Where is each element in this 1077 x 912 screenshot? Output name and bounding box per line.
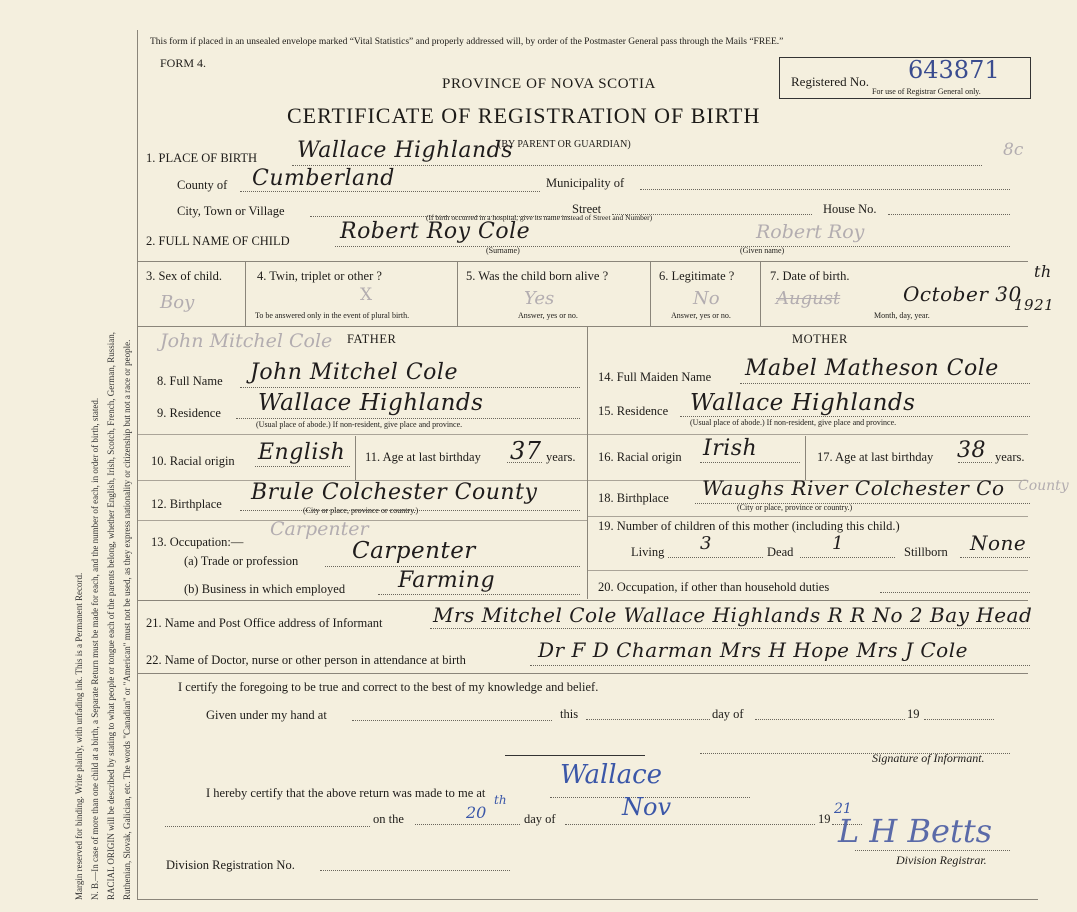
margin-note-binding: Margin reserved for binding. Write plainly, with unfading ink. This is a Permanent Record. [74, 572, 84, 900]
mother-name-value: Mabel Matheson Cole [745, 356, 999, 381]
mother-birthplace-faint: County [1018, 478, 1069, 494]
return-place-value: Wallace [560, 760, 663, 790]
left-border [137, 30, 138, 900]
trade-line [325, 566, 580, 567]
city-label: City, Town or Village [177, 204, 285, 218]
street-label: Street [572, 202, 602, 216]
month-line-2 [565, 824, 815, 825]
bottom-border [138, 899, 1038, 900]
stillborn-label: Stillborn [904, 545, 948, 559]
business-value: Farming [398, 568, 496, 593]
mother-residence-note: (Usual place of abode.) If non-resident, give place and province. [690, 418, 897, 427]
informant-line [430, 628, 1030, 629]
mother-occupation-line [880, 592, 1030, 593]
father-racial-label: 10. Racial origin [151, 454, 235, 468]
signature-of-informant: Signature of Informant. [872, 751, 985, 765]
mother-racial-label: 16. Racial origin [598, 450, 682, 464]
dead-line [800, 557, 895, 558]
dead-value: 1 [832, 533, 844, 554]
year-line [924, 719, 994, 720]
child-name-value: Robert Roy Cole [340, 219, 531, 244]
house-line [888, 214, 1010, 215]
informant-value: Mrs Mitchel Cole Wallace Highlands R R No 2 Bay Head [433, 603, 1033, 627]
registered-box [779, 57, 1031, 99]
certify-statement: I certify the foregoing to be true and correct to the best of my knowledge and belief. [178, 680, 599, 694]
father-residence-value: Wallace Highlands [258, 390, 484, 416]
surname-hint: (Surname) [486, 246, 520, 255]
trade-value: Carpenter [352, 538, 476, 564]
municipality-line [640, 189, 1010, 190]
living-label: Living [631, 545, 665, 559]
child-name-line [335, 246, 1010, 247]
informant-top-rule [138, 600, 1028, 601]
legitimate-label: 6. Legitimate ? [659, 269, 735, 283]
mother-rule-1 [588, 434, 1028, 435]
mother-racial-line [700, 462, 800, 463]
row3-divider-3 [650, 262, 651, 326]
registrar-signature: L H Betts [838, 812, 993, 850]
by-parent-note: (BY PARENT OR GUARDIAN) [498, 139, 631, 150]
registration-day-sup: th [494, 793, 507, 807]
legitimate-value: No [693, 288, 720, 309]
return-label: I hereby certify that the above return was made to me at [206, 786, 486, 800]
parents-divider [587, 327, 588, 599]
house-label: House No. [823, 202, 877, 216]
mother-birthplace-label: 18. Birthplace [598, 491, 669, 505]
day-of-label: day of [712, 707, 744, 721]
row3-divider-2 [457, 262, 458, 326]
father-faint-name: John Mitchel Cole [160, 330, 333, 352]
alive-note: Answer, yes or no. [518, 311, 578, 320]
this-line [586, 719, 710, 720]
given-under-label: Given under my hand at [206, 708, 327, 722]
father-racial-line [255, 466, 350, 467]
business-line [378, 594, 580, 595]
doctor-label: 22. Name of Doctor, nurse or other person in attendance at birth [146, 653, 466, 667]
this-label: this [560, 707, 579, 721]
father-name-label: 8. Full Name [157, 374, 223, 388]
registrar-line [855, 850, 1010, 851]
mother-name-label: 14. Full Maiden Name [598, 370, 712, 384]
date-of-birth-sup: th [1034, 262, 1052, 281]
dead-label: Dead [767, 545, 794, 559]
county-label: County of [177, 178, 228, 192]
mother-residence-value: Wallace Highlands [690, 390, 916, 416]
mother-heading: MOTHER [792, 332, 848, 346]
children-label: 19. Number of children of this mother (including this child.) [598, 519, 900, 533]
mother-age-label: 17. Age at last birthday [817, 450, 934, 464]
date-note: Month, day, year. [874, 311, 930, 320]
day-line [415, 824, 520, 825]
twin-label: 4. Twin, triplet or other ? [257, 269, 382, 283]
on-the-label: on the [373, 812, 404, 826]
father-birthplace-note: (City or place, province or country.) [303, 506, 419, 515]
mother-occupation-label: 20. Occupation, if other than household duties [598, 580, 830, 594]
twin-note: To be answered only in the event of plural birth. [255, 311, 410, 320]
father-age-label: 11. Age at last birthday [365, 450, 481, 464]
father-rule-1 [138, 434, 587, 435]
mother-birthplace-note: (City or place, province or country.) [737, 503, 853, 512]
row3-top-rule [138, 261, 1028, 262]
corner-mark: 8c [1003, 140, 1024, 160]
division-registration-line [320, 870, 510, 871]
father-residence-note: (Usual place of abode.) If non-resident, give place and province. [256, 420, 463, 429]
mother-age-value: 38 [957, 438, 986, 463]
father-age-divider [355, 436, 356, 480]
municipality-label: Municipality of [546, 176, 625, 190]
margin-note-racial-origin: RACIAL ORIGIN will be described by stating to what people or tongue each of the parents belong, whether English, Irish, Scotch, French, German, Russian, [106, 331, 116, 900]
alive-label: 5. Was the child born alive ? [466, 269, 609, 283]
mother-rule-3 [588, 516, 1028, 517]
mother-racial-value: Irish [703, 436, 758, 461]
business-label: (b) Business in which employed [184, 582, 346, 596]
father-birthplace-value: Brule Colchester County [251, 480, 538, 505]
month-line [755, 719, 905, 720]
date-of-birth-year: 1921 [1014, 296, 1055, 314]
place-of-birth-line [292, 165, 982, 166]
informant-signature-stub [505, 755, 645, 756]
father-years: years. [546, 450, 576, 464]
hospital-note: (If birth occurred in a hospital, give its name instead of Street and Number) [426, 213, 653, 222]
informant-label: 21. Name and Post Office address of Informant [146, 616, 383, 630]
alive-value: Yes [524, 288, 555, 309]
mother-age-divider [805, 436, 806, 480]
on-the-lead-line [165, 826, 370, 827]
registered-number: 643871 [908, 56, 1000, 84]
date-struck: August [776, 288, 841, 309]
sex-label: 3. Sex of child. [146, 269, 223, 283]
registered-label: Registered No. [791, 74, 869, 89]
father-occupation-faint: Carpenter [270, 518, 369, 540]
date-of-birth-value: October 30 [903, 282, 1022, 306]
living-value: 3 [700, 533, 712, 554]
mother-rule-4 [588, 570, 1028, 571]
child-name-faint: Robert Roy [756, 221, 865, 243]
sex-value: Boy [160, 292, 195, 313]
year-prefix: 19 [907, 707, 920, 721]
registration-year: 21 [834, 801, 852, 817]
mother-residence-label: 15. Residence [598, 404, 669, 418]
stillborn-line [960, 557, 1030, 558]
mother-name-line [740, 383, 1030, 384]
father-birthplace-label: 12. Birthplace [151, 497, 222, 511]
day-of-label-2: day of [524, 812, 556, 826]
given-name-hint: (Given name) [740, 246, 785, 255]
father-heading: FATHER [347, 332, 397, 346]
form-number: FORM 4. [160, 56, 207, 70]
margin-note-multiple-births: N. B.—In case of more than one child at a birth, a Separate Return must be made for each, and the number of each, in order of birth, stated. [90, 397, 100, 900]
margin-note-racial-origin-cont: Ruthenian, Slovak, Galician, etc. The words "Canadian" or "American" must not be used, as they express nationality or citizenship but not a race or people. [122, 339, 132, 900]
certificate-title: CERTIFICATE OF REGISTRATION OF BIRTH [287, 103, 761, 128]
doctor-line [530, 665, 1030, 666]
registration-day: 20 [466, 803, 487, 822]
legitimate-note: Answer, yes or no. [671, 311, 731, 320]
certify-top-rule [138, 673, 1028, 674]
child-name-label: 2. FULL NAME OF CHILD [146, 234, 290, 248]
father-name-line [240, 387, 580, 388]
father-racial-value: English [258, 440, 346, 465]
mother-residence-line [680, 416, 1030, 417]
father-name-value: John Mitchel Cole [250, 360, 458, 385]
county-line [240, 191, 540, 192]
row3-divider-4 [760, 262, 761, 326]
living-line [668, 557, 763, 558]
doctor-value: Dr F D Charman Mrs H Hope Mrs J Cole [538, 638, 968, 662]
father-residence-label: 9. Residence [157, 406, 221, 420]
place-of-birth-label: 1. PLACE OF BIRTH [146, 151, 258, 165]
date-of-birth-label: 7. Date of birth. [770, 269, 850, 283]
twin-value: X [360, 285, 373, 305]
father-residence-line [236, 418, 580, 419]
row3-divider-1 [245, 262, 246, 326]
mother-years: years. [995, 450, 1025, 464]
county-value: Cumberland [252, 166, 395, 191]
mother-birthplace-value: Waughs River Colchester Co [702, 476, 1005, 500]
parents-top-rule [138, 326, 1028, 327]
stillborn-value: None [970, 531, 1027, 555]
division-registration-label: Division Registration No. [166, 858, 295, 872]
division-registrar-label: Division Registrar. [896, 853, 987, 867]
year-prefix-2: 19 [818, 812, 831, 826]
province-heading: PROVINCE OF NOVA SCOTIA [442, 76, 656, 92]
given-place-line [352, 720, 552, 721]
place-of-birth-value: Wallace Highlands [297, 138, 514, 163]
registrar-only-note: For use of Registrar General only. [872, 87, 981, 96]
registration-month: Nov [622, 793, 672, 821]
father-occupation-label: 13. Occupation:— [151, 535, 244, 549]
mail-notice: This form if placed in an unsealed envelope marked “Vital Statistics” and properly addressed will, by order of the Postmaster General pass through the Mails “FREE.” [150, 37, 784, 47]
trade-label: (a) Trade or profession [184, 554, 299, 568]
father-age-value: 37 [510, 437, 542, 465]
